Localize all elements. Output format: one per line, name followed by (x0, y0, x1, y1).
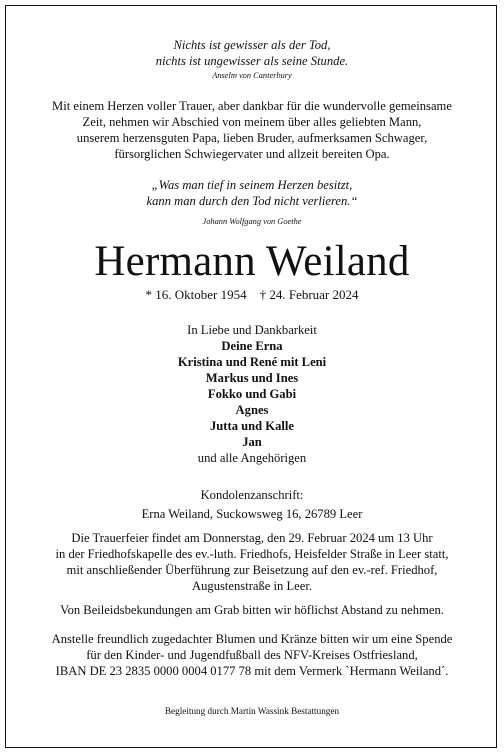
mourner-name: Jutta und Kalle (210, 419, 294, 433)
funeral-info (0, 530, 504, 594)
dates-line: * 16. Oktober 1954 † 24. Februar 2024 (145, 287, 359, 302)
intro-line: fürsorglichen Schwiegervater und allzeit bereiten Opa. (114, 147, 390, 161)
goethe-quote (0, 177, 504, 228)
intro-line: unserem herzensguten Papa, lieben Bruder, aufmerksamen Schwager, (76, 131, 428, 145)
funeral-line: mit anschließender Überführung zur Beisetzung auf den ev.-ref. Friedhof, (66, 563, 438, 577)
request-line: Von Beileidsbekundungen am Grab bitten wir höflichst Abstand zu nehmen. (60, 603, 444, 617)
quote-line: Nichts ist gewisser als der Tod, (173, 38, 331, 52)
mourners-intro: In Liebe und Dankbarkeit (187, 323, 317, 337)
quote-line: nichts ist ungewisser als seine Stunde. (155, 54, 349, 68)
funeral-line: Augustenstraße in Leer. (192, 579, 312, 593)
quote-author: Johann Wolfgang von Goethe (202, 217, 302, 226)
condolence-request (0, 602, 504, 618)
mourner-name: Agnes (235, 403, 269, 417)
quote-line: kann man durch den Tod nicht verlieren.“ (146, 194, 358, 208)
mourners-closing: und alle Angehörigen (197, 451, 307, 465)
donation-line: für den Kinder- und Jugendfußball des NFV-Kreises Ostfriesland, (86, 648, 418, 662)
quote-author: Anselm von Canterbury (212, 71, 292, 80)
donation-line: Anstelle freundlich zugedachter Blumen und Kränze bitten wir um eine Spende (51, 632, 453, 646)
mourner-name: Jan (242, 435, 262, 449)
intro-line: Zeit, nehmen wir Abschied von meinem über alles geliebten Mann, (82, 115, 422, 129)
footer-credit (0, 705, 504, 717)
mourner-name: Markus und Ines (205, 371, 299, 385)
donation-line: IBAN DE 23 2835 0000 0004 0177 78 mit dem Vermerk `Hermann Weiland´. (55, 664, 449, 678)
mourner-name: Kristina und René mit Leni (177, 355, 327, 369)
intro-text (0, 98, 504, 162)
undertaker-line: Begleitung durch Martin Wassink Bestattungen (164, 706, 340, 716)
name-heading: Hermann Weiland (94, 238, 410, 285)
funeral-line: Die Trauerfeier findet am Donnerstag, den 29. Februar 2024 um 13 Uhr (71, 531, 433, 545)
funeral-line: in der Friedhofskapelle des ev.-luth. Friedhofs, Heisfelder Straße in Leer statt, (55, 547, 449, 561)
opening-quote (0, 37, 504, 82)
mourner-name: Fokko und Gabi (207, 387, 297, 401)
condolence-label: Kondolenzanschrift: (200, 488, 304, 502)
quote-line: „Was man tief in seinem Herzen besitzt, (151, 178, 353, 192)
donation-info (0, 631, 504, 679)
mourner-name: Deine Erna (221, 339, 283, 353)
condolence-address (0, 487, 504, 522)
deceased-name (0, 238, 504, 286)
life-dates (0, 287, 504, 303)
address-line: Erna Weiland, Suckowsweg 16, 26789 Leer (141, 507, 363, 521)
intro-line: Mit einem Herzen voller Trauer, aber dankbar für die wundervolle gemeinsame (52, 99, 452, 113)
mourners-list (0, 322, 504, 466)
